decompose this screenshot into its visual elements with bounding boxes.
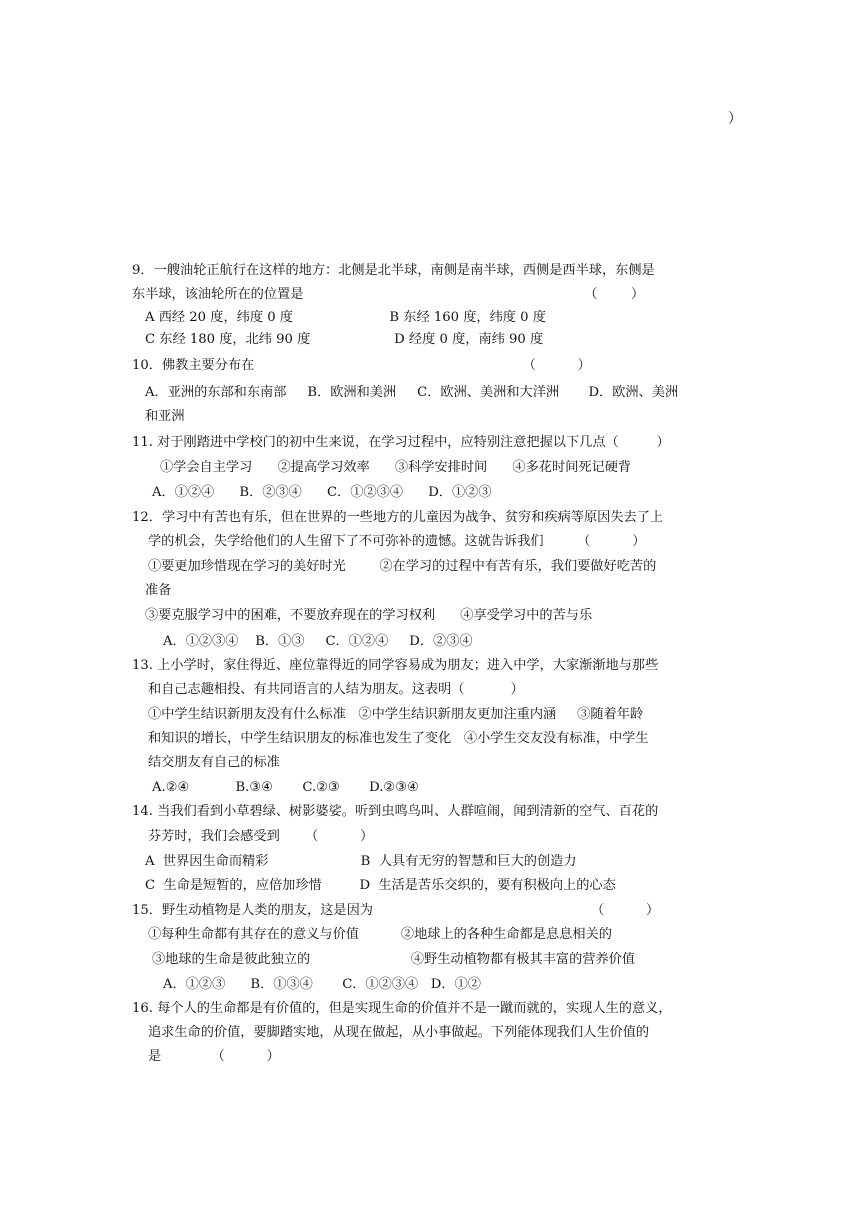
q13-statement-line-3: 结交朋友有自己的标准 [148,755,280,770]
q11-options: A．①②④ B．②③④ C．①②③④ D．①②③ [152,485,492,500]
q16-line-2: 追求生命的价值，要脚踏实地，从现在做起，从小事做起。下列能体现我们人生价值的 [148,1025,650,1040]
q9-line-2: 东半球，该油轮所在的位置是 （ ） [132,287,645,302]
q9-option-c-d: C 东经 180 度，北纬 90 度 D 经度 0 度，南纬 90 度 [145,332,544,347]
q12-statement-wrap: 准备 [145,583,172,598]
q14-option-c-d: C 生命是短暂的，应倍加珍惜 D 生活是苦乐交织的，要有积极向上的心态 [145,878,616,893]
q15-options: A．①②③ B．①③④ C．①②③④ D．①② [163,977,481,992]
q10-options-wrap: 和亚洲 [145,409,185,424]
q15-stem: 15．野生动植物是人类的朋友，这是因为 （ ） [132,903,660,918]
q13-statement-line-2: 和知识的增长，中学生结识朋友的标准也发生了变化 ④小学生交友没有标准，中学生 [148,731,649,746]
q13-options: A.②④ B.③④ C.②③ D.②③④ [152,780,419,795]
q12-options: A．①②③④ B．①③ C．①②④ D．②③④ [163,634,473,649]
q12-line-2: 学的机会，失学给他们的人生留下了不可弥补的遗憾。这就告诉我们 （ ） [148,534,646,549]
q12-line-1: 12．学习中有苦也有乐，但在世界的一些地方的儿童因为战争、贫穷和疾病等原因失去了上 [132,510,664,525]
q9-option-a-b: A 西经 20 度，纬度 0 度 B 东经 160 度，纬度 0 度 [145,310,546,325]
q13-line-1: 13. 上小学时，家住得近、座位靠得近的同学容易成为朋友；进入中学，大家渐渐地与那些 [132,658,659,673]
q9-line-1: 9．一艘油轮正航行在这样的地方：北侧是北半球，南侧是南半球，西侧是西半球，东侧是 [132,263,655,278]
q11-stem: 11. 对于刚踏进中学校门的初中生来说，在学习过程中，应特别注意把握以下几点（ ） [132,435,670,450]
q15-statement-1-2: ①每种生命都有其存在的意义与价值 ②地球上的各种生命都是息息相关的 [148,927,612,942]
q16-line-3: 是 （ ） [148,1049,280,1064]
q14-line-1: 14. 当我们看到小草碧绿、树影婆娑。听到虫鸣鸟叫、人群喧闹，闻到清新的空气、百花的 [132,804,659,819]
q15-statement-3-4: ③地球的生命是彼此独立的 ④野生动植物都有极其丰富的营养价值 [152,952,636,967]
q10-options: A．亚洲的东部和东南部 B．欧洲和美洲 C．欧洲、美洲和大洋洲 D．欧洲、美洲 [145,385,679,400]
q13-statement-line-1: ①中学生结识新朋友没有什么标准 ②中学生结识新朋友更加注重内涵 ③随着年龄 [148,707,644,722]
q16-line-1: 16. 每个人的生命都是有价值的，但是实现生命的价值并不是一蹴而就的，实现人生的意义， [132,1001,672,1016]
q11-statements: ①学会自主学习 ②提高学习效率 ③科学安排时间 ④多花时间死记硬背 [160,460,632,475]
q14-option-a-b: A 世界因生命而精彩 B 人具有无穷的智慧和巨大的创造力 [145,854,577,869]
q10-stem: 10．佛教主要分布在 （ ） [132,358,591,373]
q12-statement-3-4: ③要克服学习中的困难，不要放弃现在的学习权利 ④享受学习中的苦与乐 [145,608,593,623]
q13-line-2: 和自己志趣相投、有共同语言的人结为朋友。这表明（ ） [148,682,524,697]
stray-closing-paren: ） [728,111,742,127]
q12-statement-1-2: ①要更加珍惜现在学习的美好时光 ②在学习的过程中有苦有乐，我们要做好吃苦的 [148,559,657,574]
q14-line-2: 芬芳时，我们会感受到 （ ） [148,829,374,844]
